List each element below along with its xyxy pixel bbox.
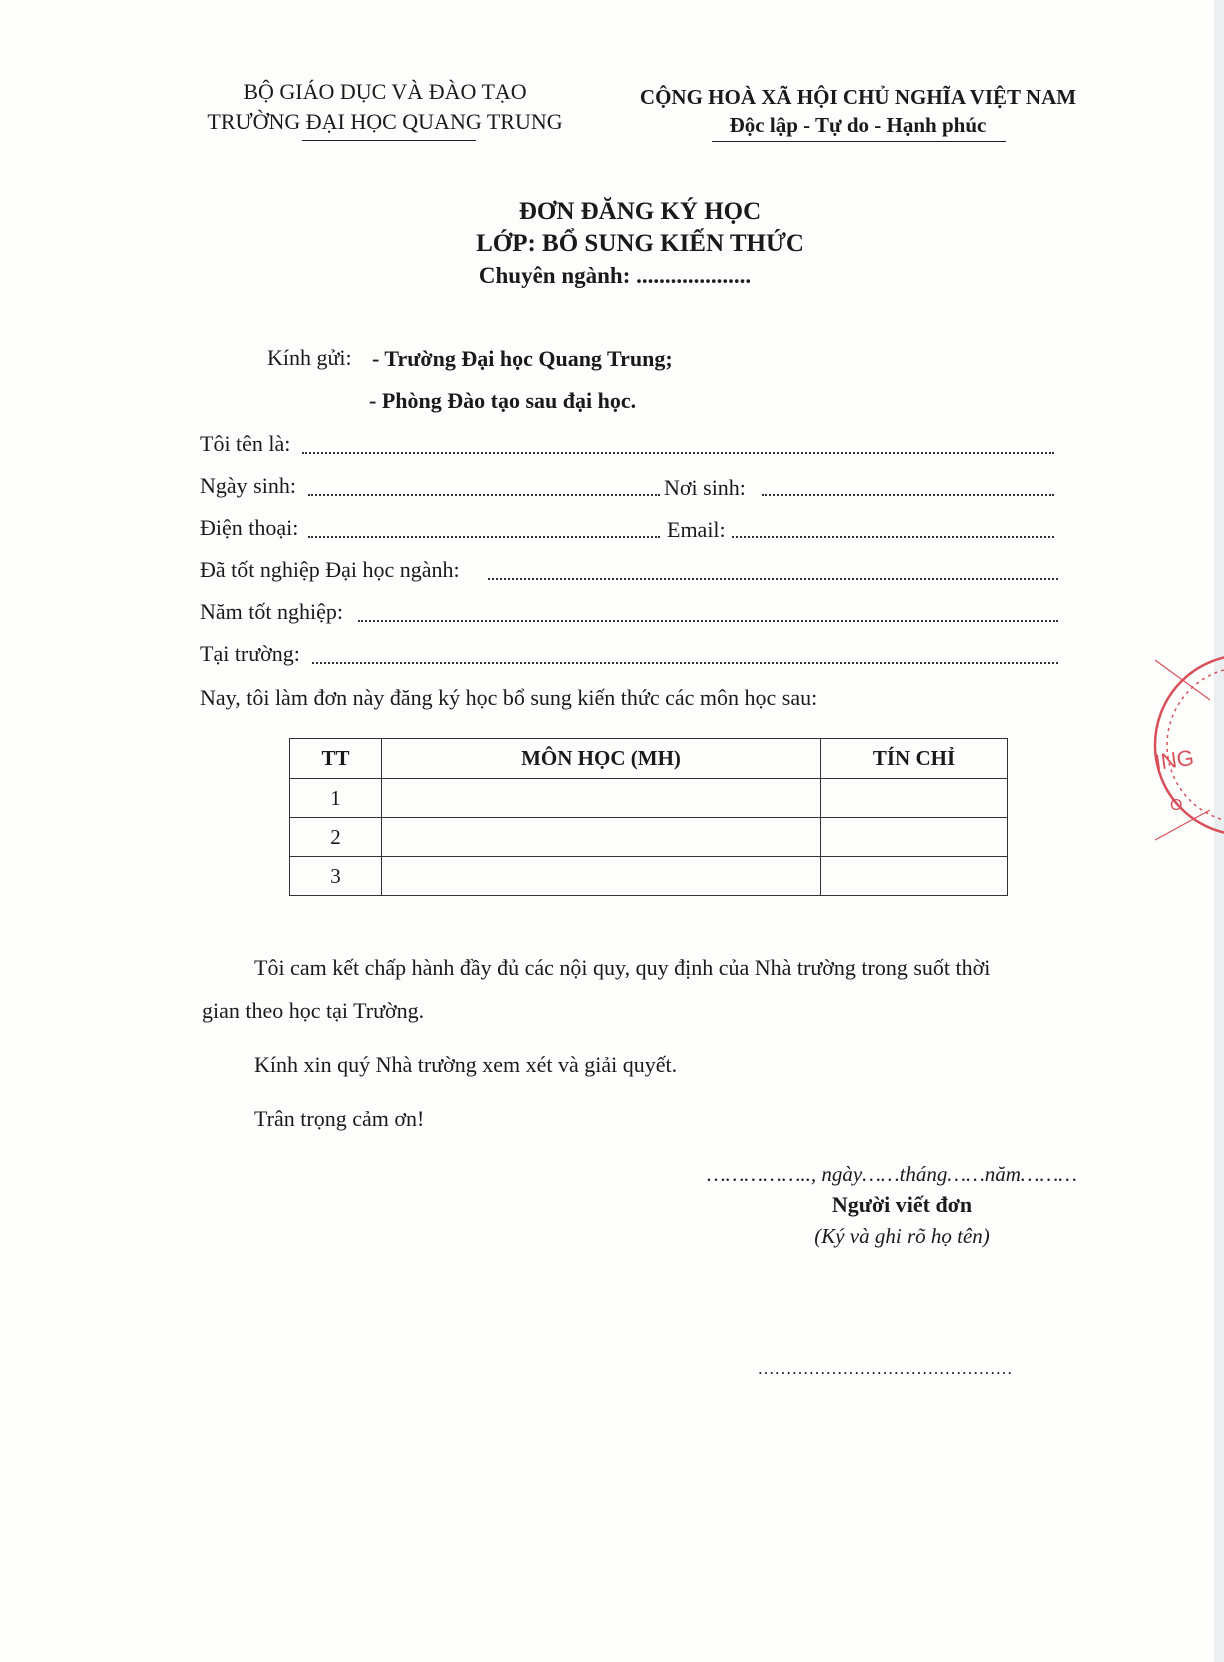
table-row [290, 818, 1008, 857]
table-row [290, 779, 1008, 818]
dob-input[interactable] [308, 494, 660, 496]
stamp-image [1150, 640, 1224, 850]
school-input[interactable] [312, 662, 1058, 664]
email-label: Email: [667, 517, 726, 542]
thanks-text: Trân trọng cảm ơn! [254, 1106, 425, 1131]
phone-label: Điện thoại: [200, 515, 299, 540]
recipient-department: - Phòng Đào tạo sau đại học. [369, 388, 637, 413]
school-label: Tại trường: [200, 641, 300, 666]
commitment-line-2: gian theo học tại Trường. [202, 998, 425, 1023]
name-input[interactable] [302, 452, 1054, 454]
form-class: LỚP: BỔ SUNG KIẾN THỨC [476, 230, 804, 257]
grad-year-label: Năm tốt nghiệp: [200, 599, 343, 624]
recipient-label: Kính gửi: [267, 345, 352, 370]
header-subject: MÔN HỌC (MH) [382, 739, 821, 779]
major-input[interactable] [488, 578, 1058, 580]
credits-cell[interactable] [821, 779, 1008, 818]
subjects-table [289, 738, 1008, 896]
form-title: ĐƠN ĐĂNG KÝ HỌC [518, 198, 762, 225]
pob-label: Nơi sinh: [664, 475, 746, 500]
subject-cell[interactable] [382, 818, 821, 857]
name-label: Tôi tên là: [200, 431, 291, 456]
row-number: 3 [290, 857, 382, 896]
header-tt: TT [290, 739, 382, 779]
country-name: CỘNG HOÀ XÃ HỘI CHỦ NGHĨA VIỆT NAM [639, 85, 1077, 109]
svg-text:ING: ING [1153, 744, 1196, 775]
signature-name-line[interactable]: ……………………………………… [757, 1359, 1013, 1378]
row-number: 2 [290, 818, 382, 857]
recipient-university: - Trường Đại học Quang Trung; [372, 346, 673, 371]
phone-input[interactable] [308, 536, 660, 538]
major-label: Đã tốt nghiệp Đại học ngành: [200, 557, 460, 582]
ministry-name: BỘ GIÁO DỤC VÀ ĐÀO TẠO [243, 79, 527, 104]
motto: Độc lập - Tự do - Hạnh phúc [729, 113, 987, 137]
table-header-row [290, 739, 1008, 779]
motto-underline [712, 141, 1006, 142]
credits-cell[interactable] [821, 857, 1008, 896]
request-text: Kính xin quý Nhà trường xem xét và giải quyết. [254, 1052, 678, 1077]
subject-cell[interactable] [382, 779, 821, 818]
intro-text: Nay, tôi làm đơn này đăng ký học bổ sung kiến thức các môn học sau: [200, 685, 818, 710]
university-name: TRƯỜNG ĐẠI HỌC QUANG TRUNG [207, 109, 563, 134]
dob-label: Ngày sinh: [200, 473, 296, 498]
signer-title: Người viết đơn [831, 1192, 973, 1217]
email-input[interactable] [732, 536, 1054, 538]
table-row [290, 857, 1008, 896]
credits-cell[interactable] [821, 818, 1008, 857]
header-credits: TÍN CHỈ [821, 739, 1008, 779]
row-number: 1 [290, 779, 382, 818]
university-underline [302, 140, 476, 141]
subject-cell[interactable] [382, 857, 821, 896]
signature-note: (Ký và ghi rõ họ tên) [814, 1224, 990, 1248]
form-major: Chuyên ngành: .................... [478, 263, 752, 288]
date-line[interactable]: …………….., ngày……tháng……năm……… [707, 1162, 1077, 1186]
svg-text:O: O [1170, 797, 1183, 814]
pob-input[interactable] [762, 494, 1054, 496]
grad-year-input[interactable] [358, 620, 1058, 622]
commitment-line-1: Tôi cam kết chấp hành đầy đủ các nội quy, quy định của Nhà trường trong suốt thời [254, 955, 991, 980]
